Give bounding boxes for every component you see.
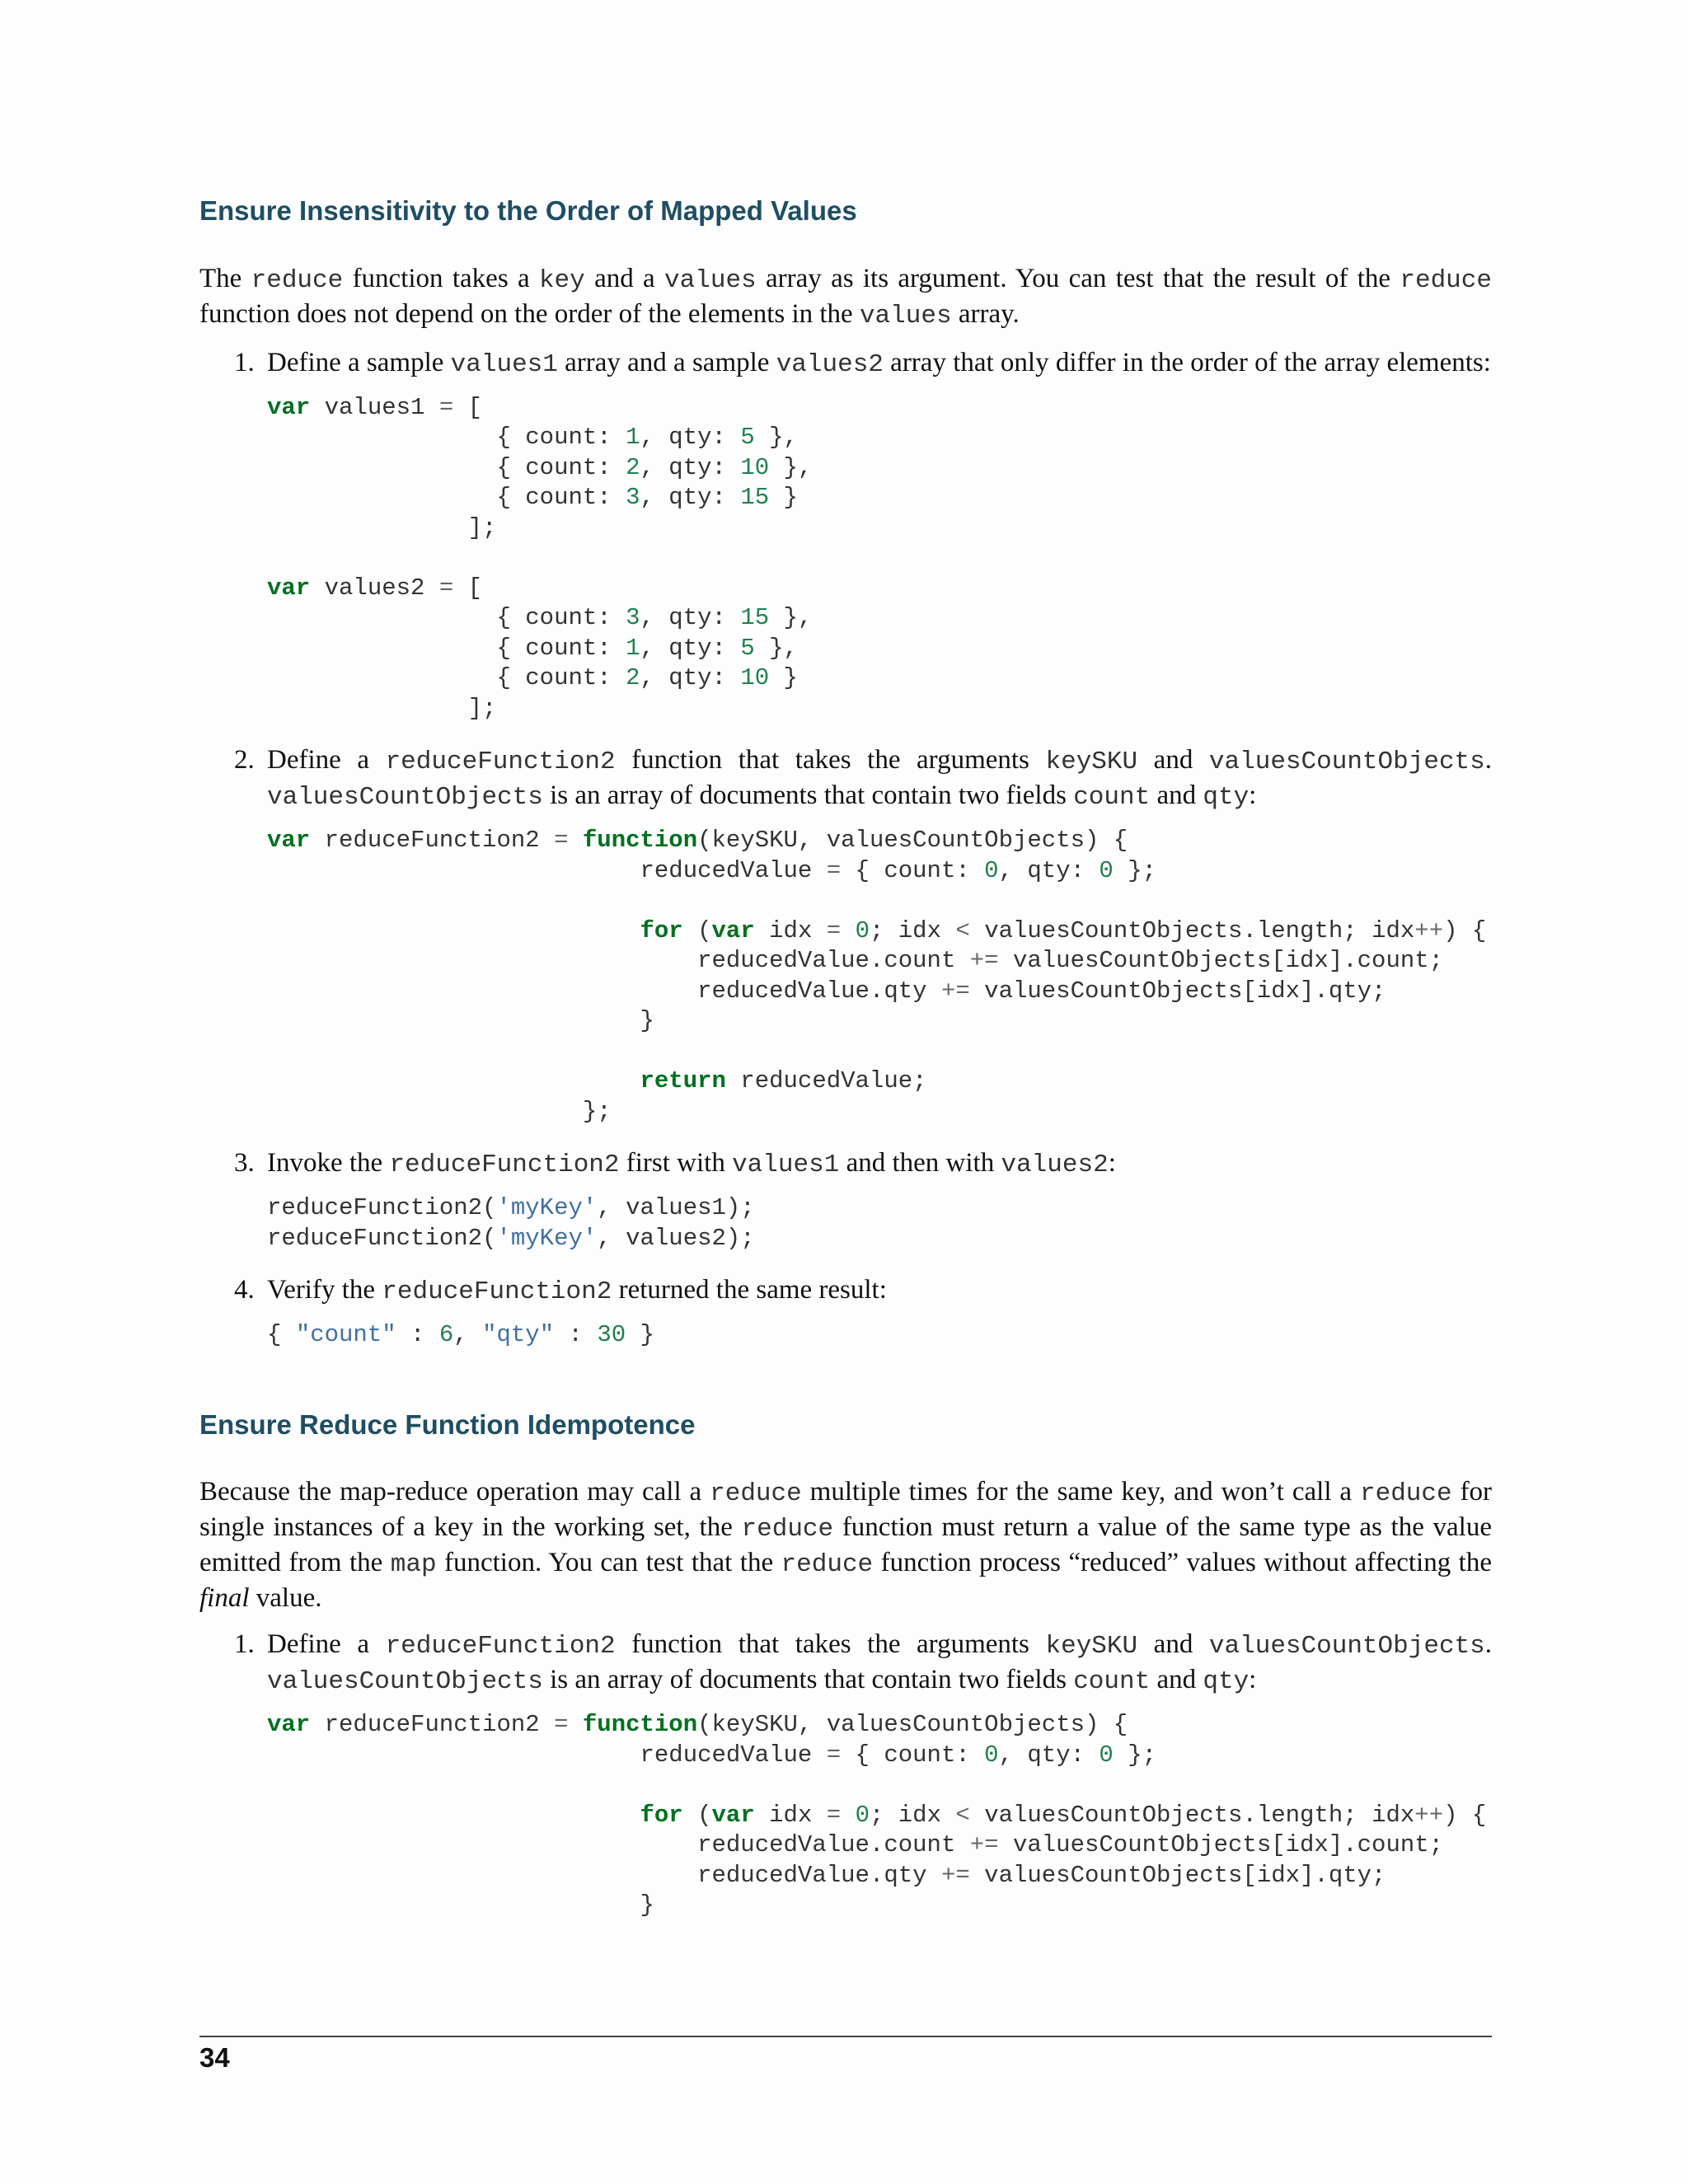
- step-3-text: Invoke the reduceFunction2 first with values1 and then with values2:: [267, 1148, 1116, 1180]
- section-heading-idempotence: Ensure Reduce Function Idempotence: [199, 1408, 696, 1440]
- page-number: 34: [199, 2042, 230, 2073]
- section1-intro-paragraph: The reduce function takes a key and a values array as its argument. You can test that the result of the reduce function does not depend on the order of the elements in the values array.: [199, 263, 1492, 330]
- code-block-invoke-calls: reduceFunction2('myKey', values1); reduceFunction2('myKey', values2);: [267, 1194, 755, 1252]
- step-1-text: Define a sample values1 array and a sample values2 array that only differ in the order of the array elements:: [267, 347, 1491, 379]
- section-heading-order-insensitivity: Ensure Insensitivity to the Order of Mapped Values: [199, 195, 857, 226]
- step-2-text: Define a reduceFunction2 function that takes the arguments keySKU and valuesCountObjects. valuesCountObjects is an array of documents that contain two fields count and qty:: [267, 745, 1493, 813]
- code-block-reduce-function-2: var reduceFunction2 = function(keySKU, valuesCountObjects) { reducedValue = { count: 0, qty: 0 }; for (var idx = 0; idx < valuesCountObjects.length; idx++) { reducedValue.count += valuesCountObjects[idx].count; reducedValue.qty += valuesCountObjects[idx].qty; }: [267, 1711, 1487, 1919]
- step-4-text: Verify the reduceFunction2 returned the same result:: [267, 1275, 887, 1307]
- footer-divider: [199, 2036, 1492, 2037]
- section1-steps: [199, 346, 1492, 1351]
- list-item-step-2: 2. Define a reduceFunction2 function that takes the arguments keySKU and valuesCountObjects. valuesCountObjects is an array of documents that contain two fields count and qty: var reduceFunction2 = function(keySKU, valuesCountObjects) { reducedValue = { count: 0, qty: 0 }; for (var idx = 0; idx < valuesCountObjects.length; idx++) { reducedValue.count += valuesCountObjects[idx].count; reducedValue.qty += valuesCountObjects[idx].qty; } return reducedValue; };: [199, 743, 1492, 1127]
- step-1b-text: Define a reduceFunction2 function that takes the arguments keySKU and valuesCountObjects. valuesCountObjects is an array of documents that contain two fields count and qty:: [267, 1629, 1493, 1697]
- code-block-result: { "count" : 6, "qty" : 30 }: [267, 1321, 654, 1349]
- section2-intro-paragraph: Because the map-reduce operation may call a reduce multiple times for the same key, and won’t call a reduce for single instances of a key in the working set, the reduce function must return a value of the same type as the value emitted from the map function. You can test that the reduce function process “reduced” values without affecting the final value.: [199, 1477, 1493, 1614]
- code-block-reduce-function: var reduceFunction2 = function(keySKU, valuesCountObjects) { reducedValue = { count: 0, qty: 0 }; for (var idx = 0; idx < valuesCountObjects.length; idx++) { reducedValue.count += valuesCountObjects[idx].count; reducedValue.qty += valuesCountObjects[idx].qty; } return reducedValue; };: [267, 827, 1487, 1125]
- list-item-step-4: 4. Verify the reduceFunction2 returned the same result: { "count" : 6, "qty" : 30 }: [199, 1273, 1492, 1351]
- list-item-step-1: 1. Define a sample values1 array and a sample values2 array that only differ in the order of the array elements: var values1 = [ { count: 1, qty: 5 }, { count: 2, qty: 10 }, { count: 3, qty: 15 } ]; var values2 = [ { count: 3, qty: 15 }, { count: 1, qty: 5 }, { count: 2, qty: 10 } ];: [199, 346, 1492, 724]
- section2-steps: [199, 1628, 1492, 1921]
- code-block-values-arrays: var values1 = [ { count: 1, qty: 5 }, { count: 2, qty: 10 }, { count: 3, qty: 15 } ]; var values2 = [ { count: 3, qty: 15 }, { count: 1, qty: 5 }, { count: 2, qty: 10 } ];: [267, 393, 813, 722]
- list-item-step-3: 3. Invoke the reduceFunction2 first with values1 and then with values2: reduceFunction2('myKey', values1); reduceFunction2('myKey', values2);: [199, 1146, 1492, 1254]
- page-content: [199, 194, 1492, 1941]
- list-item-step-1b: 1. Define a reduceFunction2 function that takes the arguments keySKU and valuesCountObjects. valuesCountObjects is an array of documents that contain two fields count and qty: var reduceFunction2 = function(keySKU, valuesCountObjects) { reducedValue = { count: 0, qty: 0 }; for (var idx = 0; idx < valuesCountObjects.length; idx++) { reducedValue.count += valuesCountObjects[idx].count; reducedValue.qty += valuesCountObjects[idx].qty; }: [199, 1628, 1492, 1921]
